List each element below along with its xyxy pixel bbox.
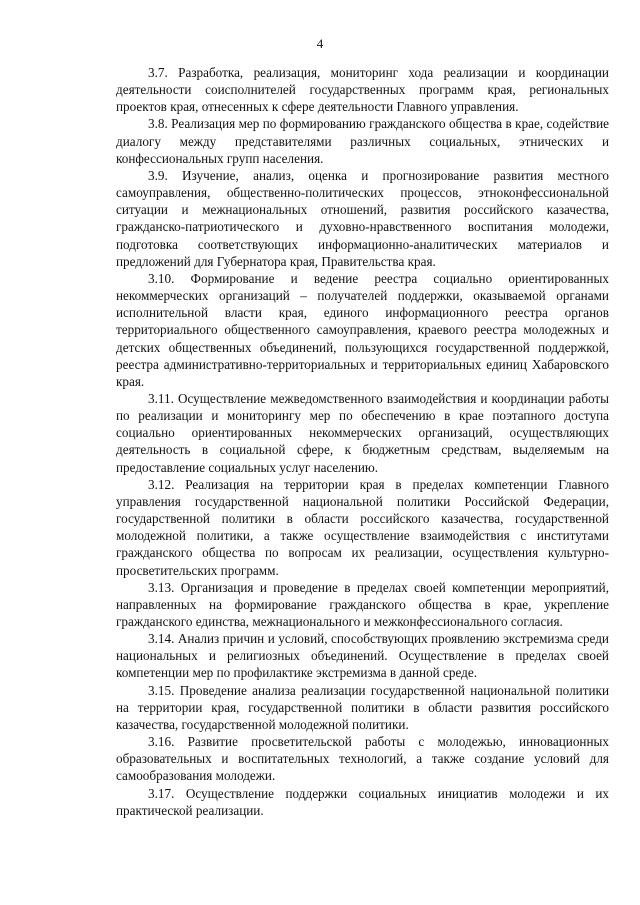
paragraph-3-13: 3.13. Организация и проведение в пределах своей компетенции мероприятий, направленных на формирование гражданского общества в крае, укрепление гражданского единства, межнационального и межконфессионального согласия. [116, 579, 609, 629]
paragraph-3-15: 3.15. Проведение анализа реализации государственной национальной политики на территории края, государственной политики в области развития российского казачества, государственной молодежной политики. [116, 682, 609, 732]
paragraph-3-10: 3.10. Формирование и ведение реестра социально ориентированных некоммерческих организаций – получателей поддержки, оказываемой органами исполнительной власти края, единого информационного реестра органов территориального общественного самоуправления, краевого реестра молодежных и детских общественных объединений, пользующихся государственной поддержкой, реестра административно-территориальных и территориальных единиц Хабаровского края. [116, 270, 609, 389]
paragraph-3-16: 3.16. Развитие просветительской работы с молодежью, инновационных образовательных и воспитательных технологий, а также создание условий для самообразования молодежи. [116, 734, 609, 784]
paragraph-3-17: 3.17. Осуществление поддержки социальных инициатив молодежи и их практической реализации. [116, 785, 609, 818]
paragraph-3-11: 3.11. Осуществление межведомственного взаимодействия и координации работы по реализации и мониторингу мер по обеспечению в крае поэтапного доступа социально ориентированных некоммерческих организаций, осуществляющих деятельность в социальной сфере, к бюджетным средствам, выделяемым на предоставление социальных услуг населению. [116, 390, 609, 475]
page-number: 4 [316, 36, 324, 51]
paragraph-3-7: 3.7. Разработка, реализация, мониторинг хода реализации и координации деятельности соисполнителей государственных программ края, региональных проектов края, отнесенных к сфере деятельности Главного управления. [116, 65, 609, 115]
paragraph-3-9: 3.9. Изучение, анализ, оценка и прогнозирование развития местного самоуправления, общественно-политических процессов, этноконфессиональной ситуации и межнациональных отношений, развития российского казачества, гражданско-патриотического и духовно-нравственного воспитания молодежи, подготовка соответствующих информационно-аналитических материалов и предложений для Губернатора края, Правительства края. [116, 167, 609, 269]
document-body [116, 64, 609, 819]
paragraph-3-14: 3.14. Анализ причин и условий, способствующих проявлению экстремизма среди национальных и религиозных объединений. Осуществление в пределах своей компетенции мер по профилактике экстремизма в данной среде. [116, 631, 609, 681]
paragraph-3-8: 3.8. Реализация мер по формированию гражданского общества в крае, содействие диалогу между представителями различных социальных, этнических и конфессиональных групп населения. [116, 116, 609, 166]
paragraph-3-12: 3.12. Реализация на территории края в пределах компетенции Главного управления государственной национальной политики Российской Федерации, государственной политики в области российского казачества, государственной молодежной политики, а также осуществление взаимодействия с институтами гражданского общества по вопросам их реализации, осуществления культурно-просветительских программ. [116, 476, 609, 578]
